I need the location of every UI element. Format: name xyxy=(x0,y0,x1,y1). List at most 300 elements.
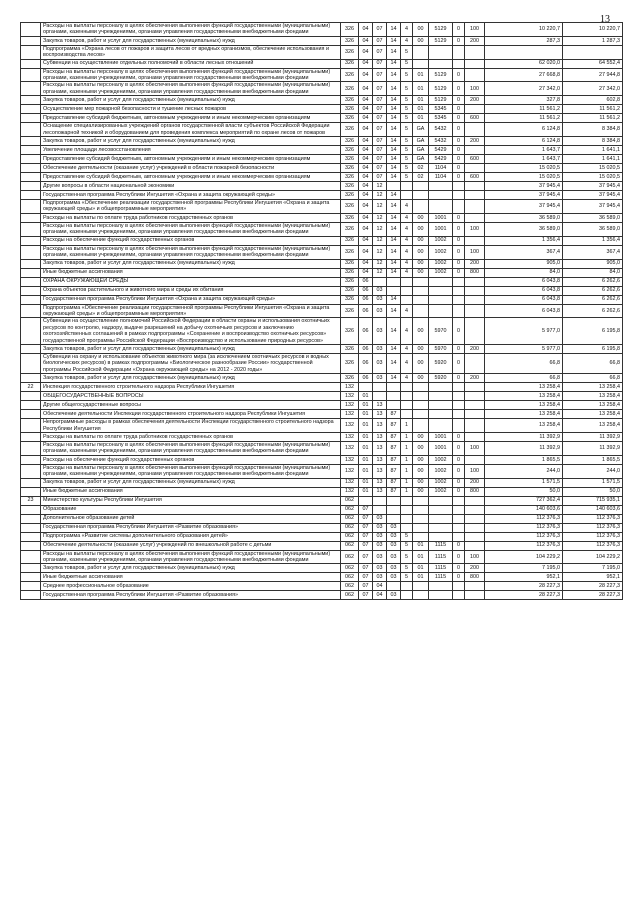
code-section: 04 xyxy=(359,68,373,82)
code-ministry: 326 xyxy=(341,286,359,295)
code-ministry: 062 xyxy=(341,564,359,573)
value-year-2: 112 376,3 xyxy=(563,532,623,541)
row-name: Среднее профессиональное образование xyxy=(41,582,341,591)
row-name: Расходы на выплаты по оплате труда работников государственных органов xyxy=(41,432,341,441)
code-ministry: 132 xyxy=(341,441,359,455)
code-sub: 0 xyxy=(453,137,465,146)
code-program: 14 xyxy=(387,146,401,155)
code-section: 04 xyxy=(359,137,373,146)
code-sub: 0 xyxy=(453,222,465,236)
code-item xyxy=(429,419,453,433)
value-year-2 xyxy=(563,45,623,59)
code-section: 07 xyxy=(359,505,373,514)
value-year-1: 37 945,4 xyxy=(485,182,563,191)
table-row xyxy=(21,146,623,155)
code-direction: 00 xyxy=(413,487,429,496)
code-direction: 00 xyxy=(413,464,429,478)
code-subprogram xyxy=(401,410,413,419)
code-section: 01 xyxy=(359,410,373,419)
code-expense-type xyxy=(465,582,485,591)
row-number xyxy=(21,236,41,245)
code-ministry: 326 xyxy=(341,146,359,155)
code-expense-type xyxy=(465,410,485,419)
row-name: Предоставление субсидий бюджетным, автономным учреждениям и иным некоммерческим организациям xyxy=(41,173,341,182)
value-year-1: 28 227,3 xyxy=(485,591,563,600)
value-year-1: 37 945,4 xyxy=(485,200,563,214)
code-subsection: 07 xyxy=(373,155,387,164)
code-section: 04 xyxy=(359,191,373,200)
code-expense-type xyxy=(465,123,485,137)
code-direction xyxy=(413,392,429,401)
code-item: 1002 xyxy=(429,455,453,464)
code-subprogram: 1 xyxy=(401,432,413,441)
row-name: Предоставление субсидий бюджетным, автономным учреждениям и иным некоммерческим организациям xyxy=(41,155,341,164)
value-year-1: 6 043,8 xyxy=(485,295,563,304)
code-ministry: 132 xyxy=(341,455,359,464)
code-ministry: 326 xyxy=(341,191,359,200)
value-year-1: 727 362,4 xyxy=(485,496,563,505)
code-item: 1001 xyxy=(429,213,453,222)
code-section: 07 xyxy=(359,541,373,550)
code-subsection: 07 xyxy=(373,82,387,96)
row-name: Образование xyxy=(41,505,341,514)
code-item: 1002 xyxy=(429,245,453,259)
code-section: 07 xyxy=(359,573,373,582)
code-subsection: 07 xyxy=(373,36,387,45)
code-expense-type xyxy=(465,419,485,433)
row-number xyxy=(21,146,41,155)
code-program: 14 xyxy=(387,344,401,353)
code-section: 01 xyxy=(359,455,373,464)
code-expense-type: 800 xyxy=(465,268,485,277)
value-year-2: 715 935,1 xyxy=(563,496,623,505)
code-subprogram: 5 xyxy=(401,59,413,68)
code-item: 5129 xyxy=(429,82,453,96)
value-year-1: 11 392,9 xyxy=(485,432,563,441)
code-sub: 0 xyxy=(453,541,465,550)
code-sub: 0 xyxy=(453,441,465,455)
code-direction: 01 xyxy=(413,105,429,114)
code-expense-type: 200 xyxy=(465,564,485,573)
code-item xyxy=(429,286,453,295)
code-subsection: 13 xyxy=(373,401,387,410)
code-ministry: 132 xyxy=(341,383,359,392)
code-subprogram: 5 xyxy=(401,45,413,59)
table-row xyxy=(21,464,623,478)
code-direction: 00 xyxy=(413,236,429,245)
code-direction: 02 xyxy=(413,173,429,182)
row-number xyxy=(21,392,41,401)
code-expense-type xyxy=(465,182,485,191)
code-expense-type: 800 xyxy=(465,573,485,582)
code-subsection: 12 xyxy=(373,213,387,222)
code-section: 06 xyxy=(359,318,373,345)
value-year-1: 28 227,3 xyxy=(485,582,563,591)
code-expense-type: 800 xyxy=(465,487,485,496)
code-subsection: 13 xyxy=(373,455,387,464)
row-number xyxy=(21,268,41,277)
code-section xyxy=(359,383,373,392)
value-year-2: 27 342,0 xyxy=(563,82,623,96)
code-subprogram: 4 xyxy=(401,374,413,383)
code-subsection: 03 xyxy=(373,318,387,345)
code-program: 14 xyxy=(387,318,401,345)
code-ministry: 062 xyxy=(341,550,359,564)
code-subprogram: 1 xyxy=(401,464,413,478)
code-item xyxy=(429,200,453,214)
code-sub: 0 xyxy=(453,105,465,114)
code-direction: 00 xyxy=(413,268,429,277)
code-sub: 0 xyxy=(453,155,465,164)
table-row xyxy=(21,191,623,200)
code-program: 14 xyxy=(387,96,401,105)
value-year-2: 1 571,5 xyxy=(563,478,623,487)
value-year-1: 6 124,8 xyxy=(485,123,563,137)
value-year-2: 6 262,6 xyxy=(563,295,623,304)
row-number xyxy=(21,295,41,304)
code-ministry: 326 xyxy=(341,96,359,105)
code-subsection: 03 xyxy=(373,514,387,523)
table-row xyxy=(21,392,623,401)
table-row xyxy=(21,245,623,259)
row-name: Расходы на выплаты персоналу в целях обеспечения выполнения функций государственными (муниципальными) органами, казенными учреждениями, органами управления государственными внебюджетными фондами xyxy=(41,23,341,37)
code-sub xyxy=(453,295,465,304)
code-expense-type xyxy=(465,286,485,295)
row-number xyxy=(21,68,41,82)
code-subprogram xyxy=(401,392,413,401)
code-expense-type xyxy=(465,353,485,373)
code-ministry: 326 xyxy=(341,155,359,164)
code-subprogram: 5 xyxy=(401,82,413,96)
code-subsection: 13 xyxy=(373,478,387,487)
code-program: 87 xyxy=(387,464,401,478)
table-row xyxy=(21,564,623,573)
code-sub xyxy=(453,514,465,523)
value-year-1: 905,0 xyxy=(485,259,563,268)
code-section: 04 xyxy=(359,114,373,123)
code-expense-type: 100 xyxy=(465,23,485,37)
code-subprogram: 5 xyxy=(401,564,413,573)
table-row xyxy=(21,295,623,304)
row-name: Непрограммные расходы в рамках обеспечения деятельности Инспекции государственного строительного надзора Республики Ингушетия xyxy=(41,419,341,433)
code-ministry: 132 xyxy=(341,392,359,401)
code-expense-type xyxy=(465,392,485,401)
code-item: 5129 xyxy=(429,96,453,105)
code-section: 01 xyxy=(359,401,373,410)
code-direction xyxy=(413,401,429,410)
code-ministry: 326 xyxy=(341,277,359,286)
code-expense-type: 100 xyxy=(465,245,485,259)
row-name: Министерство культуры Республики Ингушетия xyxy=(41,496,341,505)
table-row xyxy=(21,96,623,105)
table-row xyxy=(21,455,623,464)
value-year-1: 15 020,5 xyxy=(485,173,563,182)
code-subsection: 07 xyxy=(373,105,387,114)
code-subprogram: 1 xyxy=(401,478,413,487)
value-year-1: 1 643,7 xyxy=(485,146,563,155)
row-name: Государственная программа Республики Ингушетия «Охрана и защита окружающей среды» xyxy=(41,191,341,200)
row-name: Расходы на выплаты персоналу в целях обеспечения выполнения функций государственными (муниципальными) органами, казенными учреждениями, органами управления государственными внебюджетными фондами xyxy=(41,441,341,455)
code-ministry: 132 xyxy=(341,401,359,410)
code-subsection: 07 xyxy=(373,137,387,146)
table-row xyxy=(21,114,623,123)
code-ministry: 326 xyxy=(341,114,359,123)
code-expense-type xyxy=(465,455,485,464)
code-ministry: 132 xyxy=(341,464,359,478)
code-program: 87 xyxy=(387,441,401,455)
code-expense-type xyxy=(465,146,485,155)
code-item: 1002 xyxy=(429,268,453,277)
value-year-2: 66,8 xyxy=(563,353,623,373)
code-item xyxy=(429,582,453,591)
code-expense-type: 200 xyxy=(465,259,485,268)
row-number xyxy=(21,550,41,564)
code-subprogram: 4 xyxy=(401,213,413,222)
code-direction: 00 xyxy=(413,374,429,383)
code-subprogram: 5 xyxy=(401,114,413,123)
value-year-1: 104 229,2 xyxy=(485,550,563,564)
value-year-2: 11 561,2 xyxy=(563,114,623,123)
value-year-2: 6 262,6 xyxy=(563,304,623,318)
value-year-1: 13 258,4 xyxy=(485,410,563,419)
table-row xyxy=(21,105,623,114)
code-subprogram xyxy=(401,505,413,514)
code-program: 14 xyxy=(387,137,401,146)
code-sub: 0 xyxy=(453,245,465,259)
code-sub xyxy=(453,45,465,59)
code-subprogram: 1 xyxy=(401,419,413,433)
code-subprogram: 1 xyxy=(401,455,413,464)
code-item: 1115 xyxy=(429,541,453,550)
value-year-2: 15 020,5 xyxy=(563,164,623,173)
code-sub: 0 xyxy=(453,432,465,441)
code-sub xyxy=(453,392,465,401)
row-number xyxy=(21,23,41,37)
code-ministry: 132 xyxy=(341,478,359,487)
row-name: Дополнительное образование детей xyxy=(41,514,341,523)
table-row xyxy=(21,82,623,96)
code-program: 14 xyxy=(387,374,401,383)
code-program: 14 xyxy=(387,222,401,236)
code-subprogram: 4 xyxy=(401,259,413,268)
table-row xyxy=(21,59,623,68)
code-subsection: 07 xyxy=(373,164,387,173)
code-program xyxy=(387,514,401,523)
code-item xyxy=(429,45,453,59)
code-direction xyxy=(413,59,429,68)
row-number xyxy=(21,200,41,214)
value-year-1: 36 589,0 xyxy=(485,213,563,222)
code-direction xyxy=(413,277,429,286)
value-year-2: 37 945,4 xyxy=(563,182,623,191)
code-direction: 01 xyxy=(413,114,429,123)
value-year-1: 327,8 xyxy=(485,96,563,105)
code-section: 01 xyxy=(359,464,373,478)
code-subsection: 07 xyxy=(373,68,387,82)
table-row xyxy=(21,573,623,582)
value-year-1: 1 865,5 xyxy=(485,455,563,464)
value-year-1: 6 043,8 xyxy=(485,304,563,318)
value-year-2: 1 641,1 xyxy=(563,146,623,155)
code-subsection xyxy=(373,496,387,505)
code-direction: GA xyxy=(413,137,429,146)
code-sub xyxy=(453,59,465,68)
row-name: ОБЩЕГОСУДАРСТВЕННЫЕ ВОПРОСЫ xyxy=(41,392,341,401)
code-item: 1002 xyxy=(429,464,453,478)
code-ministry: 326 xyxy=(341,173,359,182)
code-expense-type xyxy=(465,213,485,222)
code-item: 1115 xyxy=(429,573,453,582)
row-name: Субвенции на охрану и использование объектов животного мира (за исключением охотничьих ресурсов и водных биологических ресурсов) в рамках подпрограммы «Биологическое разнообразие России» государственной программы Российской Федерации «Охрана окружающей среды» на 2012 - 2020 годы» xyxy=(41,353,341,373)
code-direction: 01 xyxy=(413,564,429,573)
code-sub: 0 xyxy=(453,564,465,573)
row-name: Иные бюджетные ассигнования xyxy=(41,573,341,582)
value-year-1: 112 376,3 xyxy=(485,514,563,523)
code-subsection: 03 xyxy=(373,550,387,564)
code-subprogram: 4 xyxy=(401,245,413,259)
code-ministry: 326 xyxy=(341,137,359,146)
code-expense-type: 200 xyxy=(465,137,485,146)
code-sub xyxy=(453,383,465,392)
code-ministry: 326 xyxy=(341,200,359,214)
code-subsection: 12 xyxy=(373,245,387,259)
code-item: 1001 xyxy=(429,441,453,455)
code-subsection: 03 xyxy=(373,532,387,541)
code-item: 1002 xyxy=(429,236,453,245)
value-year-1: 952,1 xyxy=(485,573,563,582)
row-number xyxy=(21,245,41,259)
code-ministry: 062 xyxy=(341,573,359,582)
code-subprogram: 1 xyxy=(401,441,413,455)
code-item xyxy=(429,59,453,68)
code-sub xyxy=(453,182,465,191)
code-sub: 0 xyxy=(453,268,465,277)
table-row xyxy=(21,286,623,295)
code-subsection: 07 xyxy=(373,114,387,123)
code-sub: 0 xyxy=(453,487,465,496)
row-name: Другие общегосударственные вопросы xyxy=(41,401,341,410)
table-row xyxy=(21,441,623,455)
table-row xyxy=(21,514,623,523)
page-number: 13 xyxy=(600,14,610,25)
row-number xyxy=(21,441,41,455)
code-expense-type xyxy=(465,318,485,345)
value-year-1: 140 603,6 xyxy=(485,505,563,514)
row-number xyxy=(21,191,41,200)
code-subsection: 13 xyxy=(373,419,387,433)
code-section: 04 xyxy=(359,200,373,214)
code-subprogram: 4 xyxy=(401,23,413,37)
code-expense-type xyxy=(465,496,485,505)
row-name: Инспекция государственного строительного надзора Республики Ингушетия xyxy=(41,383,341,392)
row-name: Государственная программа Республики Ингушетия «Развитие образования» xyxy=(41,591,341,600)
value-year-2: 1 287,3 xyxy=(563,36,623,45)
code-item: 5429 xyxy=(429,155,453,164)
code-item: 1002 xyxy=(429,487,453,496)
code-sub xyxy=(453,419,465,433)
value-year-2: 27 944,8 xyxy=(563,68,623,82)
code-ministry: 326 xyxy=(341,45,359,59)
code-ministry: 326 xyxy=(341,36,359,45)
code-subsection xyxy=(373,392,387,401)
code-item xyxy=(429,505,453,514)
code-program: 87 xyxy=(387,478,401,487)
code-section: 04 xyxy=(359,164,373,173)
code-item xyxy=(429,514,453,523)
row-number xyxy=(21,286,41,295)
code-subsection: 12 xyxy=(373,182,387,191)
row-number xyxy=(21,432,41,441)
table-row xyxy=(21,541,623,550)
code-direction: 00 xyxy=(413,353,429,373)
code-ministry: 062 xyxy=(341,582,359,591)
code-direction: 01 xyxy=(413,573,429,582)
value-year-2: 6 195,8 xyxy=(563,344,623,353)
value-year-2: 1 641,1 xyxy=(563,155,623,164)
code-section: 04 xyxy=(359,82,373,96)
code-subsection: 07 xyxy=(373,146,387,155)
code-section: 04 xyxy=(359,268,373,277)
code-subsection xyxy=(373,277,387,286)
value-year-1: 13 258,4 xyxy=(485,419,563,433)
code-direction: 00 xyxy=(413,222,429,236)
value-year-2: 37 945,4 xyxy=(563,200,623,214)
code-program: 14 xyxy=(387,268,401,277)
value-year-2: 28 227,3 xyxy=(563,582,623,591)
row-name: Закупка товаров, работ и услуг для государственных (муниципальных) нужд xyxy=(41,478,341,487)
code-sub xyxy=(453,505,465,514)
table-row xyxy=(21,137,623,146)
code-section: 06 xyxy=(359,374,373,383)
table-row xyxy=(21,591,623,600)
code-program xyxy=(387,401,401,410)
table-row xyxy=(21,505,623,514)
row-number xyxy=(21,222,41,236)
value-year-1: 244,0 xyxy=(485,464,563,478)
value-year-1 xyxy=(485,45,563,59)
code-item: 5432 xyxy=(429,137,453,146)
code-expense-type: 200 xyxy=(465,96,485,105)
code-subsection: 07 xyxy=(373,96,387,105)
table-row xyxy=(21,182,623,191)
code-subsection: 07 xyxy=(373,123,387,137)
row-number xyxy=(21,318,41,345)
row-name: Иные бюджетные ассигнования xyxy=(41,268,341,277)
row-number xyxy=(21,523,41,532)
code-program: 14 xyxy=(387,23,401,37)
row-name: Расходы на обеспечение функций государственных органов xyxy=(41,236,341,245)
code-program: 14 xyxy=(387,68,401,82)
value-year-2: 64 552,4 xyxy=(563,59,623,68)
code-section: 06 xyxy=(359,277,373,286)
code-sub xyxy=(453,532,465,541)
code-section: 04 xyxy=(359,222,373,236)
row-name: Обеспечение деятельности Инспекции государственного строительного надзора Республики Ингушетия xyxy=(41,410,341,419)
value-year-1: 66,8 xyxy=(485,353,563,373)
code-subprogram xyxy=(401,523,413,532)
code-direction: 00 xyxy=(413,441,429,455)
row-name: Подпрограмма «Развитие системы дополнительного образования детей» xyxy=(41,532,341,541)
code-section: 01 xyxy=(359,419,373,433)
code-subprogram: 4 xyxy=(401,318,413,345)
code-expense-type xyxy=(465,164,485,173)
code-subsection: 03 xyxy=(373,523,387,532)
code-item: 1001 xyxy=(429,222,453,236)
code-program xyxy=(387,582,401,591)
code-subsection: 03 xyxy=(373,541,387,550)
value-year-1: 10 220,7 xyxy=(485,23,563,37)
row-number xyxy=(21,123,41,137)
